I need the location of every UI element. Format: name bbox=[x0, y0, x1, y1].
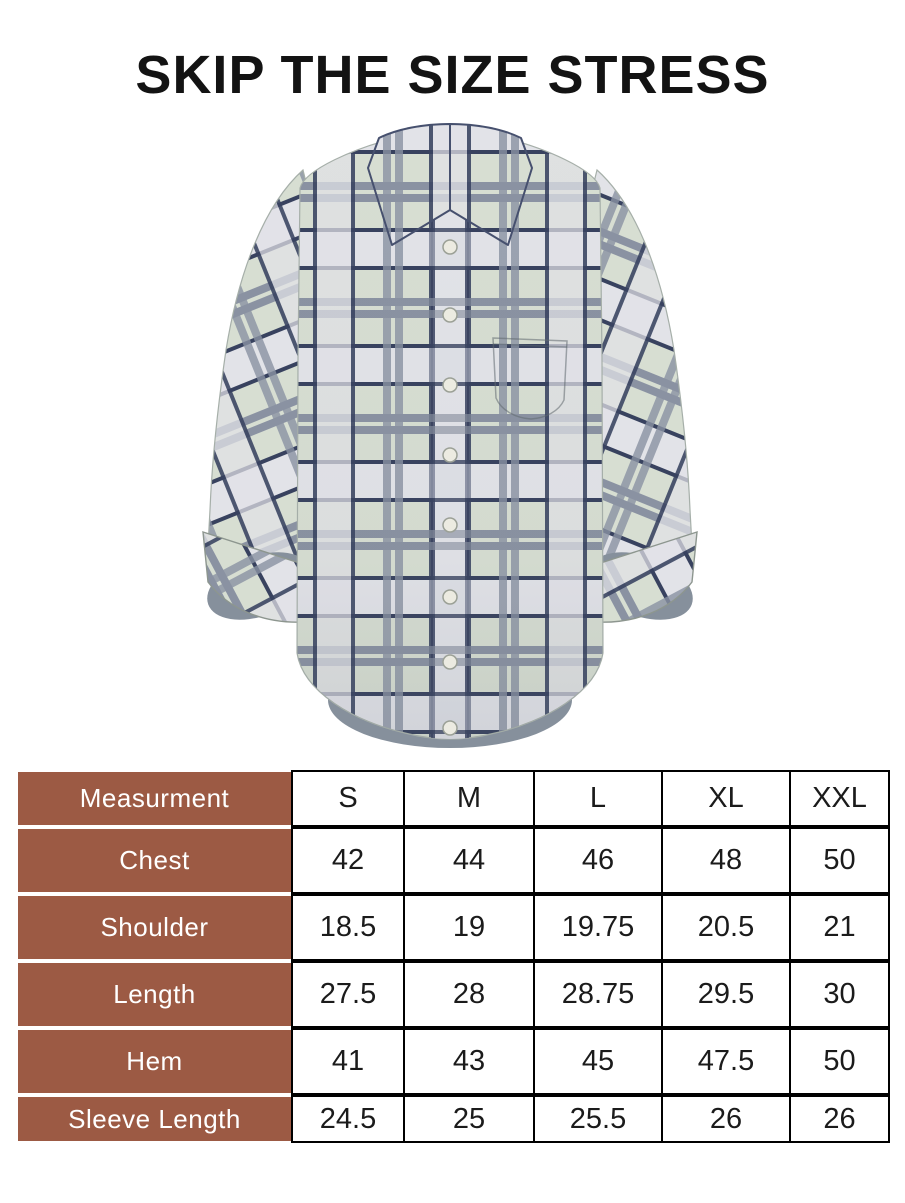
size-cell: 25 bbox=[405, 1097, 535, 1143]
size-cell: 21 bbox=[791, 896, 890, 963]
table-row-length bbox=[18, 963, 890, 1030]
size-cell: 50 bbox=[791, 829, 890, 896]
size-cell: 19 bbox=[405, 896, 535, 963]
size-cell: 26 bbox=[791, 1097, 890, 1143]
size-cell: 28.75 bbox=[535, 963, 663, 1030]
plaid-shirt-illustration bbox=[193, 108, 713, 768]
table-row-hem bbox=[18, 1030, 890, 1097]
size-cell: 29.5 bbox=[663, 963, 791, 1030]
column-header-xl: XL bbox=[663, 770, 791, 829]
size-cell: 18.5 bbox=[291, 896, 405, 963]
size-cell: 27.5 bbox=[291, 963, 405, 1030]
size-cell: 46 bbox=[535, 829, 663, 896]
size-cell: 48 bbox=[663, 829, 791, 896]
size-cell: 50 bbox=[791, 1030, 890, 1097]
size-cell: 41 bbox=[291, 1030, 405, 1097]
column-header-xxl: XXL bbox=[791, 770, 890, 829]
row-label-hem: Hem bbox=[18, 1030, 291, 1097]
size-cell: 19.75 bbox=[535, 896, 663, 963]
size-cell: 43 bbox=[405, 1030, 535, 1097]
size-cell: 45 bbox=[535, 1030, 663, 1097]
column-header-s: S bbox=[291, 770, 405, 829]
table-header-row bbox=[18, 770, 890, 829]
size-cell: 25.5 bbox=[535, 1097, 663, 1143]
table-corner-header: Measurment bbox=[18, 770, 291, 829]
product-photo-shirt bbox=[193, 108, 713, 768]
size-cell: 20.5 bbox=[663, 896, 791, 963]
size-cell: 30 bbox=[791, 963, 890, 1030]
table-row-shoulder bbox=[18, 896, 890, 963]
table-row-sleeve-length bbox=[18, 1097, 890, 1143]
size-cell: 44 bbox=[405, 829, 535, 896]
size-cell: 24.5 bbox=[291, 1097, 405, 1143]
row-label-chest: Chest bbox=[18, 829, 291, 896]
row-label-shoulder: Shoulder bbox=[18, 896, 291, 963]
table-row-chest bbox=[18, 829, 890, 896]
page-title: SKIP THE SIZE STRESS bbox=[135, 45, 770, 105]
size-cell: 26 bbox=[663, 1097, 791, 1143]
row-label-length: Length bbox=[18, 963, 291, 1030]
row-label-sleeve-length: Sleeve Length bbox=[18, 1097, 291, 1143]
size-cell: 28 bbox=[405, 963, 535, 1030]
size-cell: 42 bbox=[291, 829, 405, 896]
column-header-m: M bbox=[405, 770, 535, 829]
column-header-l: L bbox=[535, 770, 663, 829]
size-cell: 47.5 bbox=[663, 1030, 791, 1097]
size-chart-table bbox=[18, 770, 890, 1143]
shirt-shading bbox=[297, 129, 603, 739]
